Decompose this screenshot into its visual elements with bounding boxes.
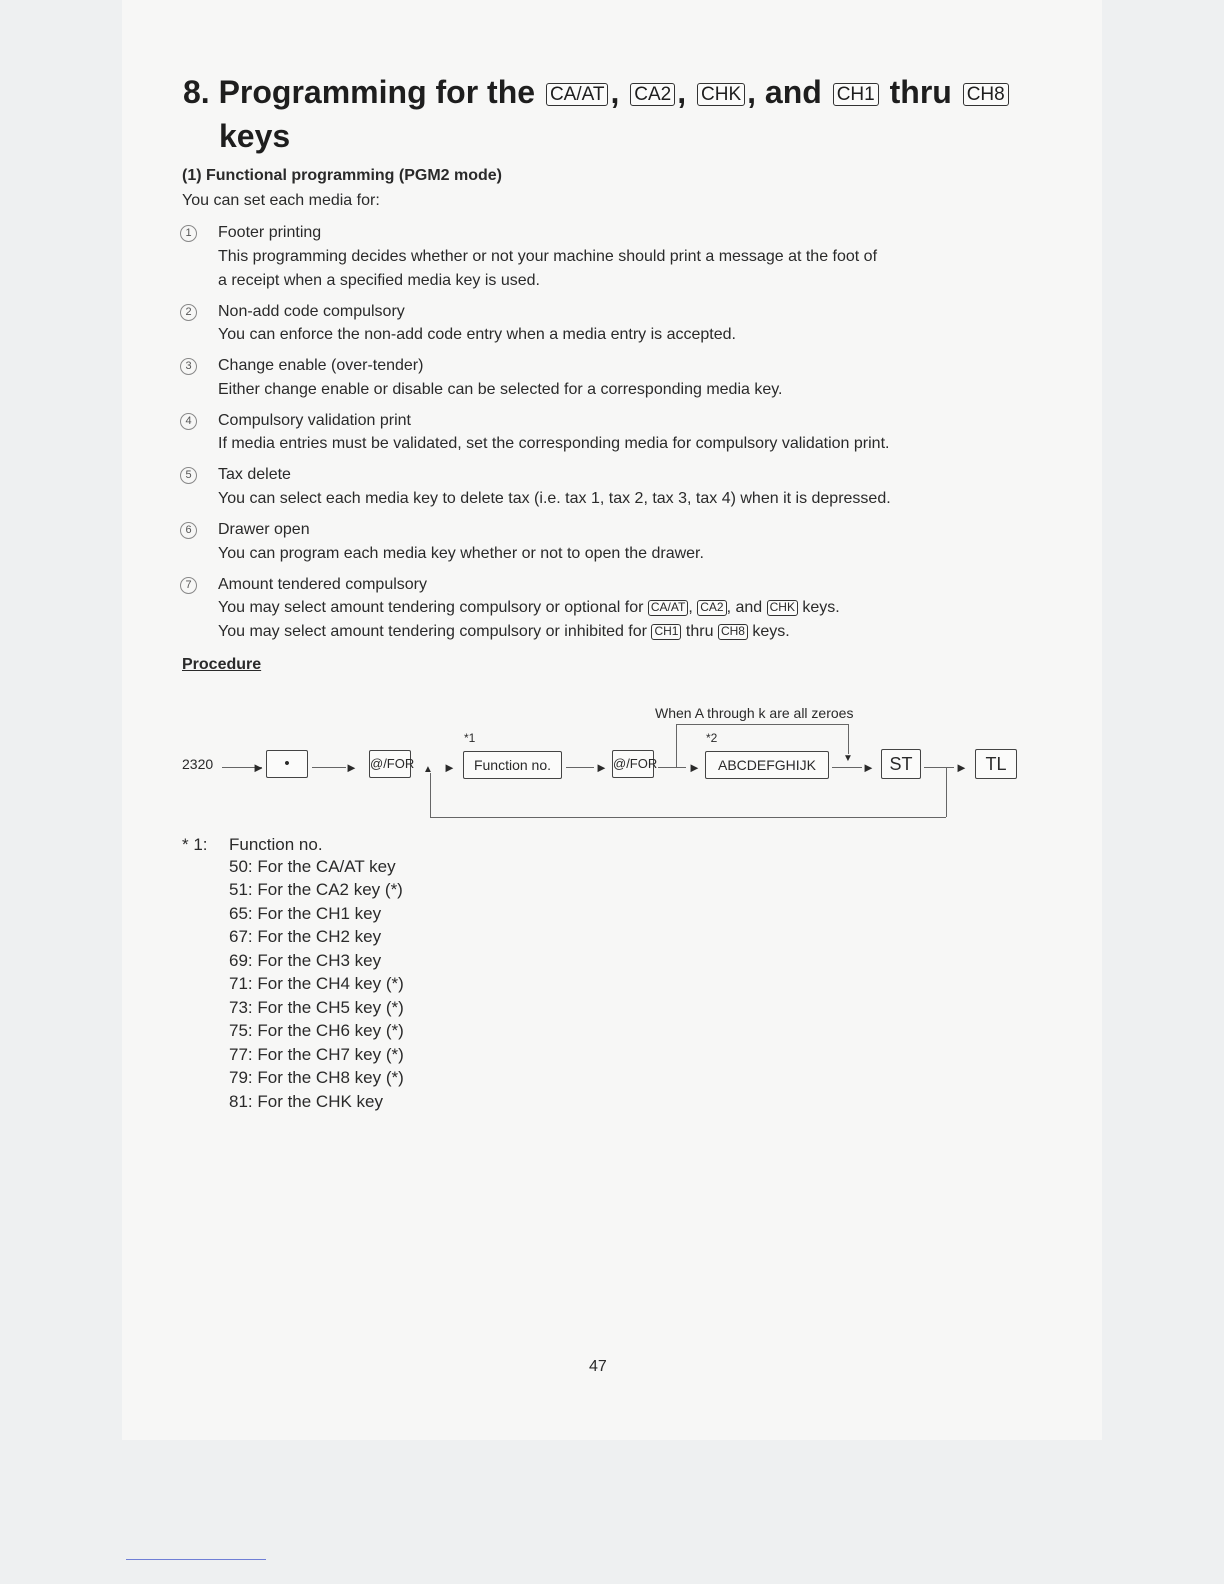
item-title: Change enable (over-tender): [218, 357, 424, 374]
abcdefghijk-box: ABCDEFGHIJK: [705, 751, 829, 779]
arrow-right-icon: ►: [252, 760, 265, 775]
item-number: 5: [180, 467, 197, 484]
title-number: 8.: [183, 74, 210, 110]
function-list-item: 65: For the CH1 key: [229, 904, 382, 923]
item-text: Either change enable or disable can be selected for a corresponding media key.: [218, 381, 783, 398]
item-text: You can select each media key to delete tax (i.e. tax 1, tax 2, tax 3, tax 4) when it is depressed.: [218, 490, 891, 507]
arrow-down-icon: ▼: [843, 753, 853, 764]
item-text: a receipt when a specified media key is used.: [218, 272, 540, 289]
item-number: 7: [180, 577, 197, 594]
loop-line: [430, 773, 431, 817]
key-ca2: CA2: [697, 600, 726, 616]
page-number: 47: [589, 1358, 607, 1375]
function-no-box: Function no.: [463, 751, 562, 779]
for-key: @/FOR: [369, 750, 411, 778]
divider: [126, 1559, 266, 1560]
item-title: Drawer open: [218, 521, 310, 538]
page-sheet: [122, 0, 1102, 1440]
loop-line: [946, 767, 947, 817]
item-number: 2: [180, 304, 197, 321]
arrow-right-icon: ►: [595, 760, 608, 775]
arrow-right-icon: ►: [955, 760, 968, 775]
function-list-item: 81: For the CHK key: [229, 1092, 384, 1111]
arrow-right-icon: ►: [862, 760, 875, 775]
item-title: Amount tendered compulsory: [218, 576, 427, 593]
page-title: 8. Programming for the CA/AT , CA2 , CHK , and CH1 thru CH8: [183, 72, 1011, 112]
key-ca2: CA2: [630, 83, 675, 107]
function-list-item: 50: For the CA/AT key: [229, 857, 396, 876]
flow-line: [924, 767, 954, 768]
flow-line: [658, 767, 686, 768]
item-text: keys.: [752, 623, 790, 640]
footnote-marker: * 1:: [182, 835, 208, 854]
key-ch1: CH1: [651, 624, 681, 640]
section-heading: (1) Functional programming (PGM2 mode): [182, 167, 503, 184]
arrow-up-icon: ▲: [423, 764, 433, 775]
item-number: 6: [180, 522, 197, 539]
procedure-heading: Procedure: [182, 656, 262, 673]
item-text: This programming decides whether or not your machine should print a message at the foot of: [218, 248, 878, 265]
title-and: and: [764, 74, 822, 110]
note-1-marker: *1: [464, 731, 476, 745]
item-number: 4: [180, 413, 197, 430]
st-key: ST: [881, 749, 921, 779]
key-ch1: CH1: [833, 83, 879, 107]
flow-line: [312, 767, 346, 768]
item7-line2: [218, 620, 790, 644]
function-list-item: 75: For the CH6 key (*): [229, 1021, 404, 1040]
function-list-item: 51: For the CA2 key (*): [229, 880, 403, 899]
item-title: Tax delete: [218, 466, 291, 483]
when-zeroes-note: When A through k are all zeroes: [655, 705, 854, 721]
title-line2: keys: [219, 118, 291, 154]
intro-text: You can set each media for:: [182, 192, 380, 209]
flow-line: [832, 767, 862, 768]
key-ca-at: CA/AT: [648, 600, 688, 616]
bypass-line: [676, 724, 677, 768]
function-list-item: 67: For the CH2 key: [229, 927, 382, 946]
item-number: 1: [180, 225, 197, 242]
key-ch8: CH8: [718, 624, 748, 640]
function-list-item: 79: For the CH8 key (*): [229, 1068, 404, 1087]
item-text: You can program each media key whether or not to open the drawer.: [218, 545, 704, 562]
arrow-right-icon: ►: [443, 760, 456, 775]
item-title: Footer printing: [218, 224, 322, 241]
item-text: You may select amount tendering compulsory or optional for: [218, 599, 644, 616]
dot-key: •: [266, 750, 308, 778]
code-2320: 2320: [182, 756, 214, 772]
item-text: keys.: [802, 599, 840, 616]
title-thru: thru: [889, 74, 952, 110]
tl-key: TL: [975, 749, 1017, 779]
loop-line: [430, 817, 946, 818]
arrow-right-icon: ►: [688, 760, 701, 775]
text-thru: thru: [685, 623, 714, 640]
text-and: , and: [726, 599, 763, 616]
item-title: Compulsory validation print: [218, 412, 411, 429]
bypass-line: [676, 724, 848, 725]
function-list-item: 77: For the CH7 key (*): [229, 1045, 404, 1064]
function-list-item: 71: For the CH4 key (*): [229, 974, 404, 993]
key-chk: CHK: [697, 83, 745, 107]
item-title: Non-add code compulsory: [218, 303, 405, 320]
item-text: You can enforce the non-add code entry when a media entry is accepted.: [218, 326, 736, 343]
key-ca-at: CA/AT: [546, 83, 609, 107]
key-chk: CHK: [767, 600, 798, 616]
footnote-heading: Function no.: [229, 835, 323, 854]
flow-line: [566, 767, 594, 768]
for-key: @/FOR: [612, 750, 654, 778]
item-text: You may select amount tendering compulsory or inhibited for: [218, 623, 647, 640]
note-2-marker: *2: [706, 731, 718, 745]
key-ch8: CH8: [963, 83, 1009, 107]
function-list-item: 73: For the CH5 key (*): [229, 998, 404, 1017]
item7-line1: You may select amount tendering compulsory or optional for CA/AT , CA2 , and CHK keys.: [218, 599, 840, 616]
title-text: Programming for the: [218, 74, 536, 110]
function-list-item: 69: For the CH3 key: [229, 951, 382, 970]
item-text: If media entries must be validated, set the corresponding media for compulsory validation print.: [218, 435, 890, 452]
arrow-right-icon: ►: [345, 760, 358, 775]
item-number: 3: [180, 358, 197, 375]
bypass-line: [848, 724, 849, 754]
